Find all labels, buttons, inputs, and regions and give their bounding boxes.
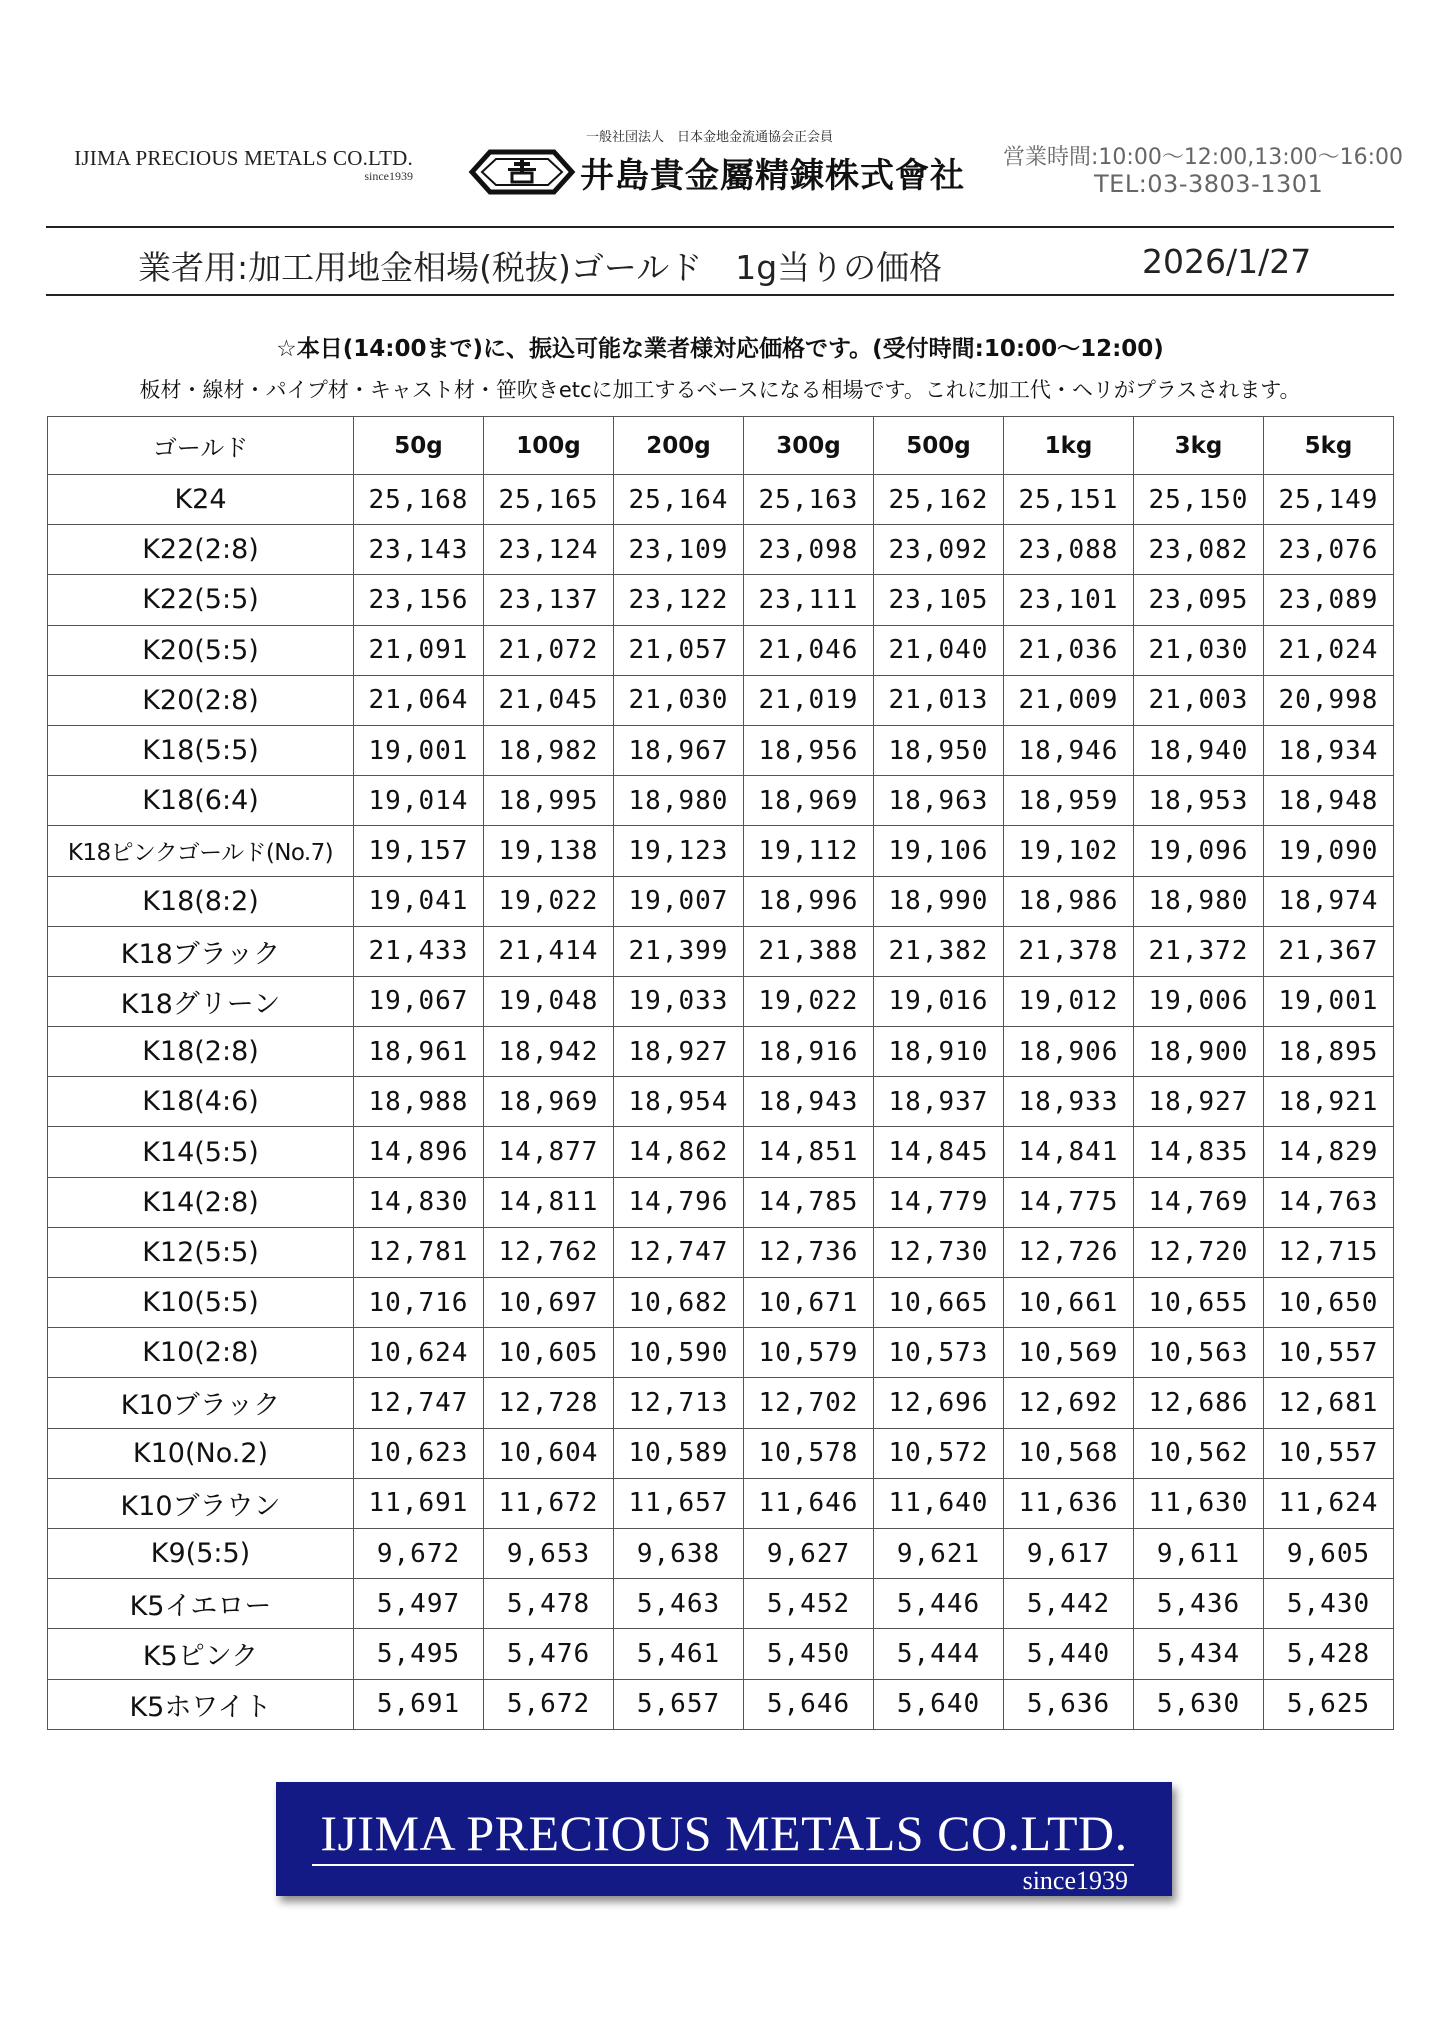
price-cell: 23,092 (874, 525, 1004, 575)
table-row (48, 976, 1394, 1026)
price-cell: 21,003 (1134, 675, 1264, 725)
price-cell: 14,851 (744, 1127, 874, 1177)
price-cell: 21,382 (874, 926, 1004, 976)
price-date: 2026/1/27 (1142, 242, 1312, 281)
metal-name-cell: K18(8:2) (48, 876, 354, 926)
price-cell: 14,785 (744, 1177, 874, 1227)
price-cell: 5,436 (1134, 1579, 1264, 1629)
price-cell: 19,014 (354, 776, 484, 826)
company-banner (276, 1782, 1172, 1896)
price-table-body (48, 475, 1394, 1730)
price-cell: 5,636 (1004, 1679, 1134, 1729)
price-cell: 11,672 (484, 1478, 614, 1528)
metal-name-cell: K18(6:4) (48, 776, 354, 826)
price-cell: 10,590 (614, 1328, 744, 1378)
price-cell: 18,963 (874, 776, 1004, 826)
price-cell: 14,769 (1134, 1177, 1264, 1227)
price-cell: 18,982 (484, 725, 614, 775)
metal-name-cell: K10(2:8) (48, 1328, 354, 1378)
price-cell: 10,697 (484, 1278, 614, 1328)
price-cell: 12,728 (484, 1378, 614, 1428)
price-cell: 10,557 (1264, 1328, 1394, 1378)
metal-name-cell: K18(4:6) (48, 1077, 354, 1127)
table-row (48, 625, 1394, 675)
price-cell: 10,604 (484, 1428, 614, 1478)
price-cell: 23,143 (354, 525, 484, 575)
price-cell: 18,954 (614, 1077, 744, 1127)
price-cell: 18,980 (1134, 876, 1264, 926)
price-cell: 21,064 (354, 675, 484, 725)
table-row (48, 1528, 1394, 1578)
price-cell: 21,013 (874, 675, 1004, 725)
price-cell: 14,862 (614, 1127, 744, 1177)
price-cell: 14,845 (874, 1127, 1004, 1177)
price-cell: 14,829 (1264, 1127, 1394, 1177)
price-cell: 19,022 (744, 976, 874, 1026)
price-cell: 18,990 (874, 876, 1004, 926)
price-cell: 12,715 (1264, 1227, 1394, 1277)
price-cell: 5,434 (1134, 1629, 1264, 1679)
price-cell: 10,572 (874, 1428, 1004, 1478)
price-cell: 25,151 (1004, 475, 1134, 525)
price-cell: 18,948 (1264, 776, 1394, 826)
notice-valid-price: ☆本日(14:00まで)に、振込可能な業者様対応価格です。(受付時間:10:00～12:00) (276, 336, 1164, 362)
price-cell: 23,089 (1264, 575, 1394, 625)
price-cell: 5,657 (614, 1679, 744, 1729)
price-cell: 12,702 (744, 1378, 874, 1428)
price-cell: 12,681 (1264, 1378, 1394, 1428)
price-cell: 18,921 (1264, 1077, 1394, 1127)
company-name-en: IJIMA PRECIOUS METALS CO.LTD. (74, 146, 413, 170)
price-cell: 23,088 (1004, 525, 1134, 575)
price-cell: 18,974 (1264, 876, 1394, 926)
price-cell: 18,980 (614, 776, 744, 826)
metal-name-cell: K14(5:5) (48, 1127, 354, 1177)
table-row (48, 1378, 1394, 1428)
price-cell: 10,589 (614, 1428, 744, 1478)
price-cell: 21,057 (614, 625, 744, 675)
price-cell: 18,942 (484, 1027, 614, 1077)
price-cell: 18,953 (1134, 776, 1264, 826)
price-cell: 20,998 (1264, 675, 1394, 725)
price-cell: 18,943 (744, 1077, 874, 1127)
table-row (48, 725, 1394, 775)
price-cell: 18,988 (354, 1077, 484, 1127)
price-cell: 9,605 (1264, 1528, 1394, 1578)
price-cell: 12,781 (354, 1227, 484, 1277)
column-header: 1kg (1004, 417, 1134, 475)
price-cell: 9,638 (614, 1528, 744, 1578)
column-header: 200g (614, 417, 744, 475)
metal-name-cell: K12(5:5) (48, 1227, 354, 1277)
table-row (48, 776, 1394, 826)
banner-underline (312, 1864, 1134, 1866)
table-row (48, 1629, 1394, 1679)
price-cell: 25,149 (1264, 475, 1394, 525)
price-cell: 10,578 (744, 1428, 874, 1478)
price-cell: 18,927 (1134, 1077, 1264, 1127)
price-cell: 21,372 (1134, 926, 1264, 976)
price-cell: 21,046 (744, 625, 874, 675)
price-cell: 19,067 (354, 976, 484, 1026)
banner-since: since1939 (1022, 1866, 1128, 1895)
metal-name-cell: K22(5:5) (48, 575, 354, 625)
price-cell: 12,736 (744, 1227, 874, 1277)
price-cell: 21,091 (354, 625, 484, 675)
price-cell: 21,367 (1264, 926, 1394, 976)
price-cell: 19,123 (614, 826, 744, 876)
price-cell: 18,900 (1134, 1027, 1264, 1077)
price-cell: 11,636 (1004, 1478, 1134, 1528)
price-title-bar (46, 236, 1394, 294)
table-row (48, 525, 1394, 575)
price-cell: 11,646 (744, 1478, 874, 1528)
page-title: 業者用:加工用地金相場(税抜)ゴールド 1g当りの価格 (138, 248, 943, 287)
price-cell: 10,671 (744, 1278, 874, 1328)
price-cell: 10,650 (1264, 1278, 1394, 1328)
price-cell: 18,933 (1004, 1077, 1134, 1127)
price-cell: 18,950 (874, 725, 1004, 775)
table-row (48, 926, 1394, 976)
metal-name-cell: K22(2:8) (48, 525, 354, 575)
price-cell: 19,016 (874, 976, 1004, 1026)
price-cell: 9,611 (1134, 1528, 1264, 1578)
price-cell: 14,775 (1004, 1177, 1134, 1227)
price-cell: 23,137 (484, 575, 614, 625)
price-cell: 5,495 (354, 1629, 484, 1679)
price-cell: 23,098 (744, 525, 874, 575)
price-cell: 10,579 (744, 1328, 874, 1378)
price-cell: 25,162 (874, 475, 1004, 525)
price-cell: 18,969 (744, 776, 874, 826)
table-header-row (48, 417, 1394, 475)
price-cell: 9,627 (744, 1528, 874, 1578)
price-cell: 12,726 (1004, 1227, 1134, 1277)
price-cell: 18,967 (614, 725, 744, 775)
price-cell: 21,036 (1004, 625, 1134, 675)
price-cell: 18,995 (484, 776, 614, 826)
notice-base-price: 板材・線材・パイプ材・キャスト材・笹吹きetcに加工するベースになる相場です。これに加工代・ヘリがプラスされます。 (139, 378, 1301, 402)
company-emblem-icon (468, 148, 576, 196)
metal-name-cell: K10ブラック (48, 1378, 354, 1428)
price-cell: 19,007 (614, 876, 744, 926)
price-cell: 19,090 (1264, 826, 1394, 876)
price-cell: 12,747 (614, 1227, 744, 1277)
price-cell: 5,444 (874, 1629, 1004, 1679)
table-row (48, 1679, 1394, 1729)
price-cell: 18,895 (1264, 1027, 1394, 1077)
table-row (48, 1579, 1394, 1629)
price-cell: 5,640 (874, 1679, 1004, 1729)
price-cell: 19,022 (484, 876, 614, 926)
price-cell: 5,442 (1004, 1579, 1134, 1629)
banner-company-name: IJIMA PRECIOUS METALS CO.LTD. (320, 1805, 1128, 1861)
price-cell: 19,048 (484, 976, 614, 1026)
price-cell: 10,665 (874, 1278, 1004, 1328)
column-header: 5kg (1264, 417, 1394, 475)
price-cell: 19,001 (1264, 976, 1394, 1026)
price-cell: 11,624 (1264, 1478, 1394, 1528)
association-membership: 一般社団法人 日本金地金流通協会正会員 (586, 130, 834, 145)
price-table (47, 416, 1394, 1730)
price-cell: 10,568 (1004, 1428, 1134, 1478)
table-row (48, 1077, 1394, 1127)
column-header: 50g (354, 417, 484, 475)
price-cell: 11,630 (1134, 1478, 1264, 1528)
price-cell: 23,076 (1264, 525, 1394, 575)
metal-name-cell: K18(5:5) (48, 725, 354, 775)
price-cell: 18,946 (1004, 725, 1134, 775)
title-top-rule (46, 226, 1394, 228)
price-cell: 12,720 (1134, 1227, 1264, 1277)
price-cell: 5,452 (744, 1579, 874, 1629)
price-cell: 25,165 (484, 475, 614, 525)
price-cell: 9,617 (1004, 1528, 1134, 1578)
price-cell: 10,624 (354, 1328, 484, 1378)
price-cell: 21,040 (874, 625, 1004, 675)
price-cell: 18,986 (1004, 876, 1134, 926)
column-header: 300g (744, 417, 874, 475)
price-cell: 18,961 (354, 1027, 484, 1077)
price-cell: 14,877 (484, 1127, 614, 1177)
price-cell: 19,138 (484, 826, 614, 876)
metal-name-cell: K18グリーン (48, 976, 354, 1026)
price-cell: 5,646 (744, 1679, 874, 1729)
price-cell: 19,112 (744, 826, 874, 876)
metal-name-cell: K5ホワイト (48, 1679, 354, 1729)
price-cell: 10,655 (1134, 1278, 1264, 1328)
phone-number: TEL:03-3803-1301 (1094, 170, 1324, 198)
price-cell: 25,168 (354, 475, 484, 525)
metal-name-cell: K10(5:5) (48, 1278, 354, 1328)
table-row (48, 1127, 1394, 1177)
price-cell: 10,661 (1004, 1278, 1134, 1328)
table-row (48, 1478, 1394, 1528)
price-cell: 5,446 (874, 1579, 1004, 1629)
price-cell: 19,106 (874, 826, 1004, 876)
price-cell: 5,672 (484, 1679, 614, 1729)
price-cell: 5,450 (744, 1629, 874, 1679)
price-cell: 5,625 (1264, 1679, 1394, 1729)
price-cell: 23,105 (874, 575, 1004, 625)
price-cell: 21,414 (484, 926, 614, 976)
price-cell: 14,796 (614, 1177, 744, 1227)
metal-name-cell: K14(2:8) (48, 1177, 354, 1227)
price-cell: 5,478 (484, 1579, 614, 1629)
price-cell: 19,096 (1134, 826, 1264, 876)
price-cell: 23,109 (614, 525, 744, 575)
price-cell: 21,030 (614, 675, 744, 725)
price-cell: 14,779 (874, 1177, 1004, 1227)
price-cell: 23,095 (1134, 575, 1264, 625)
company-since: since1939 (364, 169, 413, 183)
price-cell: 10,682 (614, 1278, 744, 1328)
price-cell: 12,696 (874, 1378, 1004, 1428)
table-row (48, 826, 1394, 876)
price-cell: 5,497 (354, 1579, 484, 1629)
price-cell: 18,940 (1134, 725, 1264, 775)
price-cell: 23,082 (1134, 525, 1264, 575)
table-row (48, 1227, 1394, 1277)
price-cell: 12,747 (354, 1378, 484, 1428)
price-cell: 19,102 (1004, 826, 1134, 876)
metal-name-cell: K24 (48, 475, 354, 525)
price-cell: 10,573 (874, 1328, 1004, 1378)
price-cell: 21,019 (744, 675, 874, 725)
price-cell: 5,440 (1004, 1629, 1134, 1679)
price-cell: 14,763 (1264, 1177, 1394, 1227)
price-cell: 11,640 (874, 1478, 1004, 1528)
price-cell: 19,041 (354, 876, 484, 926)
price-cell: 18,996 (744, 876, 874, 926)
price-cell: 12,713 (614, 1378, 744, 1428)
price-cell: 21,433 (354, 926, 484, 976)
metal-name-cell: K18ブラック (48, 926, 354, 976)
price-cell: 21,388 (744, 926, 874, 976)
table-row (48, 1177, 1394, 1227)
price-cell: 19,157 (354, 826, 484, 876)
price-cell: 23,122 (614, 575, 744, 625)
price-cell: 14,811 (484, 1177, 614, 1227)
price-cell: 12,730 (874, 1227, 1004, 1277)
price-cell: 14,830 (354, 1177, 484, 1227)
table-row (48, 675, 1394, 725)
metal-name-cell: K18ピンクゴールド(No.7) (48, 826, 354, 876)
price-cell: 10,569 (1004, 1328, 1134, 1378)
price-cell: 25,150 (1134, 475, 1264, 525)
price-cell: 21,072 (484, 625, 614, 675)
table-row (48, 876, 1394, 926)
price-cell: 23,124 (484, 525, 614, 575)
price-cell: 12,686 (1134, 1378, 1264, 1428)
metal-name-cell: K10(No.2) (48, 1428, 354, 1478)
price-cell: 18,956 (744, 725, 874, 775)
table-row (48, 1278, 1394, 1328)
table-row (48, 1328, 1394, 1378)
price-cell: 19,033 (614, 976, 744, 1026)
column-header: 100g (484, 417, 614, 475)
price-cell: 25,163 (744, 475, 874, 525)
metal-name-cell: K9(5:5) (48, 1528, 354, 1578)
business-hours: 営業時間:10:00～12:00,13:00～16:00 (1003, 145, 1403, 170)
price-cell: 10,562 (1134, 1428, 1264, 1478)
price-cell: 19,012 (1004, 976, 1134, 1026)
price-cell: 5,476 (484, 1629, 614, 1679)
title-bottom-rule (46, 294, 1394, 296)
price-cell: 9,621 (874, 1528, 1004, 1578)
price-cell: 10,716 (354, 1278, 484, 1328)
price-cell: 14,835 (1134, 1127, 1264, 1177)
price-cell: 18,927 (614, 1027, 744, 1077)
price-cell: 5,428 (1264, 1629, 1394, 1679)
price-cell: 18,906 (1004, 1027, 1134, 1077)
metal-name-cell: K18(2:8) (48, 1027, 354, 1077)
price-cell: 10,563 (1134, 1328, 1264, 1378)
price-cell: 12,762 (484, 1227, 614, 1277)
price-cell: 5,463 (614, 1579, 744, 1629)
table-row (48, 1428, 1394, 1478)
price-cell: 23,101 (1004, 575, 1134, 625)
price-cell: 10,557 (1264, 1428, 1394, 1478)
price-cell: 11,691 (354, 1478, 484, 1528)
price-cell: 19,001 (354, 725, 484, 775)
price-cell: 19,006 (1134, 976, 1264, 1026)
price-cell: 18,916 (744, 1027, 874, 1077)
table-row (48, 575, 1394, 625)
column-header-gold: ゴールド (48, 417, 354, 475)
price-cell: 23,111 (744, 575, 874, 625)
price-cell: 9,672 (354, 1528, 484, 1578)
price-cell: 10,623 (354, 1428, 484, 1478)
table-row (48, 1027, 1394, 1077)
price-cell: 23,156 (354, 575, 484, 625)
price-cell: 18,959 (1004, 776, 1134, 826)
metal-name-cell: K5ピンク (48, 1629, 354, 1679)
price-cell: 10,605 (484, 1328, 614, 1378)
price-cell: 18,969 (484, 1077, 614, 1127)
price-cell: 5,430 (1264, 1579, 1394, 1629)
price-cell: 21,009 (1004, 675, 1134, 725)
price-cell: 14,841 (1004, 1127, 1134, 1177)
price-cell: 21,024 (1264, 625, 1394, 675)
table-row (48, 475, 1394, 525)
metal-name-cell: K20(5:5) (48, 625, 354, 675)
company-logo-block (468, 126, 968, 196)
price-cell: 18,910 (874, 1027, 1004, 1077)
metal-name-cell: K10ブラウン (48, 1478, 354, 1528)
metal-name-cell: K5イエロー (48, 1579, 354, 1629)
column-header: 3kg (1134, 417, 1264, 475)
company-brand-en (68, 146, 413, 184)
price-cell: 18,934 (1264, 725, 1394, 775)
price-cell: 21,378 (1004, 926, 1134, 976)
price-cell: 25,164 (614, 475, 744, 525)
price-cell: 5,461 (614, 1629, 744, 1679)
price-cell: 14,896 (354, 1127, 484, 1177)
price-cell: 21,399 (614, 926, 744, 976)
price-cell: 11,657 (614, 1478, 744, 1528)
price-cell: 18,937 (874, 1077, 1004, 1127)
price-cell: 5,630 (1134, 1679, 1264, 1729)
column-header: 500g (874, 417, 1004, 475)
price-cell: 21,030 (1134, 625, 1264, 675)
price-cell: 9,653 (484, 1528, 614, 1578)
metal-name-cell: K20(2:8) (48, 675, 354, 725)
price-cell: 12,692 (1004, 1378, 1134, 1428)
price-cell: 21,045 (484, 675, 614, 725)
company-name-jp: 井島貴金屬精錬株式會社 (580, 156, 965, 196)
price-cell: 5,691 (354, 1679, 484, 1729)
